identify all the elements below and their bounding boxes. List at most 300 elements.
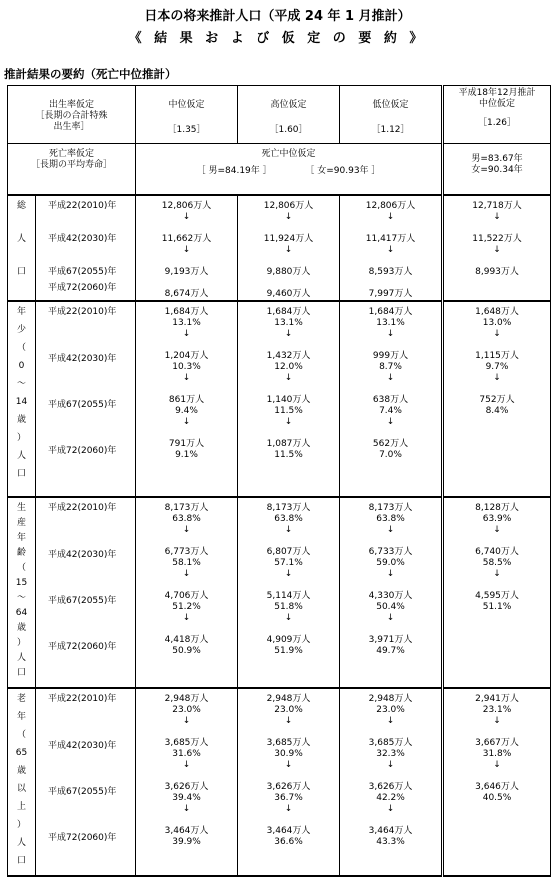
down-arrow-icon: ↓	[493, 760, 501, 770]
category-char: 少	[16, 325, 26, 335]
cell-percent: 13.1%	[376, 318, 405, 328]
cell-value: 8,173万人	[266, 503, 311, 513]
cell-value: 1,684万人	[368, 307, 413, 317]
spacer	[444, 580, 550, 591]
cell-value: 999万人	[372, 351, 409, 361]
category-char: 口	[16, 267, 26, 277]
cell-value: 2,948万人	[266, 694, 311, 704]
header-high-value: ［1.60］	[269, 125, 308, 135]
spacer	[340, 536, 441, 547]
down-arrow-icon: ↓	[386, 804, 395, 814]
year-label: 平成67(2055)年	[48, 267, 117, 277]
spacer	[444, 223, 550, 234]
cell-percent: 10.3%	[172, 362, 201, 372]
category-char: 総	[16, 201, 26, 211]
cell-value: 11,522万人	[472, 234, 522, 244]
cell-value: 5,114万人	[266, 591, 311, 601]
category-char: 年	[16, 307, 26, 317]
down-arrow-icon: ↓	[182, 613, 191, 623]
header-low	[340, 86, 443, 144]
down-arrow-icon: ↓	[284, 716, 293, 726]
mortality-h18-male: 男=83.67年	[471, 154, 523, 164]
cell-percent: 13.1%	[274, 318, 303, 328]
cell-percent: 12.0%	[274, 362, 303, 372]
category-char: 上	[16, 802, 26, 812]
header-medium-name: 中位仮定	[168, 100, 205, 110]
category-char: 65	[15, 748, 28, 758]
spacer	[444, 340, 550, 351]
value-column	[443, 195, 551, 301]
spacer	[340, 771, 441, 782]
spacer	[340, 384, 441, 395]
cell-value: 12,806万人	[365, 201, 416, 211]
down-arrow-icon: ↓	[182, 373, 191, 383]
page-subtitle: 《 結 果 お よ び 仮 定 の 要 約 》	[128, 31, 427, 46]
cell-percent: 23.1%	[482, 705, 512, 715]
down-arrow-icon: ↓	[284, 569, 293, 579]
year-label: 平成67(2055)年	[48, 400, 117, 410]
fertility-label-sub1: ［長期の合計特殊	[35, 111, 108, 121]
spacer	[444, 417, 550, 428]
header-h18-value: ［1.26］	[477, 118, 517, 128]
category-char: 歳	[16, 623, 26, 633]
down-arrow-icon: ↓	[182, 760, 191, 770]
cell-percent: 50.4%	[376, 602, 405, 612]
value-column	[443, 688, 551, 876]
spacer	[340, 278, 441, 289]
year-label: 平成22(2010)年	[48, 694, 117, 704]
cell-value: 12,806万人	[263, 201, 314, 211]
cell-value: 1,684万人	[164, 307, 209, 317]
value-column	[136, 195, 238, 301]
year-label: 平成42(2030)年	[48, 741, 117, 751]
category-char: 口	[16, 668, 26, 678]
mortality-center-label: 死亡中位仮定	[261, 149, 316, 159]
cell-value: 3,685万人	[164, 738, 209, 748]
value-column	[443, 497, 551, 688]
cell-value: 4,706万人	[164, 591, 209, 601]
down-arrow-icon: ↓	[386, 525, 395, 535]
cell-value: 1,115万人	[475, 351, 519, 361]
value-column	[136, 301, 238, 497]
down-arrow-icon: ↓	[386, 613, 395, 623]
cell-value: 3,685万人	[368, 738, 413, 748]
cell-value: 861万人	[168, 395, 205, 405]
down-arrow-icon: ↓	[182, 245, 191, 255]
year-label: 平成22(2010)年	[48, 503, 117, 513]
section-row	[8, 497, 551, 688]
spacer	[444, 536, 550, 547]
cell-percent: 11.5%	[274, 450, 303, 460]
spacer	[238, 256, 339, 267]
cell-percent: 7.4%	[379, 406, 402, 416]
spacer	[136, 223, 237, 234]
section-label: 推計結果の要約（死亡中位推計）	[4, 67, 177, 81]
header-high	[238, 86, 340, 144]
cell-percent: 51.1%	[482, 602, 512, 612]
category-char: 年	[16, 712, 26, 722]
category-char: 歳	[16, 415, 26, 425]
cell-percent: 57.1%	[274, 558, 303, 568]
down-arrow-icon: ↓	[386, 245, 395, 255]
cell-value: 2,948万人	[368, 694, 413, 704]
cell-value: 3,626万人	[266, 782, 311, 792]
fertility-header-row	[8, 86, 551, 144]
fertility-label-cell	[8, 86, 136, 144]
cell-value: 1,684万人	[266, 307, 311, 317]
spacer	[238, 580, 339, 591]
mortality-h18-cell	[443, 144, 551, 196]
cell-value: 11,662万人	[161, 234, 212, 244]
down-arrow-icon: ↓	[284, 373, 293, 383]
spacer	[340, 727, 441, 738]
years-column	[36, 301, 136, 497]
cell-percent: 59.0%	[376, 558, 405, 568]
mortality-female: ［ 女=90.93年 ］	[305, 166, 381, 176]
down-arrow-icon: ↓	[386, 417, 395, 427]
header-medium	[136, 86, 238, 144]
cell-percent: 9.4%	[175, 406, 198, 416]
years-column	[36, 497, 136, 688]
cell-value: 8,993万人	[475, 267, 519, 277]
cell-value: 6,740万人	[475, 547, 519, 557]
cell-percent: 63.8%	[274, 514, 303, 524]
cell-percent: 58.1%	[172, 558, 201, 568]
cell-percent: 51.9%	[274, 646, 303, 656]
cell-value: 1,204万人	[164, 351, 209, 361]
cell-value: 1,087万人	[266, 439, 311, 449]
spacer	[444, 384, 550, 395]
cell-percent: 58.5%	[482, 558, 512, 568]
cell-value: 752万人	[479, 395, 515, 405]
cell-percent: 43.3%	[376, 837, 405, 847]
cell-value: 791万人	[168, 439, 205, 449]
cell-value: 3,464万人	[164, 826, 209, 836]
fertility-label: 出生率仮定	[49, 100, 95, 110]
cell-value: 6,733万人	[368, 547, 413, 557]
category-char: 人	[16, 234, 26, 244]
category-label	[8, 688, 36, 876]
down-arrow-icon: ↓	[386, 716, 395, 726]
cell-value: 7,997万人	[368, 289, 413, 299]
cell-percent: 40.5%	[482, 793, 512, 803]
cell-value: 3,464万人	[266, 826, 311, 836]
value-column	[340, 497, 443, 688]
year-label: 平成42(2030)年	[48, 234, 117, 244]
spacer	[238, 428, 339, 439]
cell-value: 8,674万人	[164, 289, 209, 299]
cell-value: 8,173万人	[368, 503, 413, 513]
category-char: 歳	[16, 766, 26, 776]
down-arrow-icon: ↓	[284, 760, 293, 770]
cell-value: 1,648万人	[475, 307, 519, 317]
year-label: 平成67(2055)年	[48, 596, 117, 606]
header-h18-name: 平成18年12月推計	[458, 88, 536, 98]
page-title: 日本の将来推計人口（平成 24 年 1 月推計）	[144, 9, 411, 24]
value-column	[238, 301, 340, 497]
cell-percent: 51.8%	[274, 602, 303, 612]
cell-percent: 23.0%	[274, 705, 303, 715]
down-arrow-icon: ↓	[386, 569, 395, 579]
category-char: 生	[16, 503, 26, 513]
spacer	[340, 256, 441, 267]
spacer	[136, 771, 237, 782]
down-arrow-icon: ↓	[284, 212, 293, 222]
cell-value: 3,685万人	[266, 738, 311, 748]
spacer	[136, 256, 237, 267]
cell-percent: 13.0%	[482, 318, 512, 328]
spacer	[136, 278, 237, 289]
category-char: 0	[18, 361, 25, 371]
cell-value: 12,718万人	[472, 201, 522, 211]
category-label	[8, 301, 36, 497]
value-column	[136, 688, 238, 876]
cell-value: 2,941万人	[475, 694, 519, 704]
cell-percent: 13.1%	[172, 318, 201, 328]
year-label: 平成72(2060)年	[48, 833, 117, 843]
section-row	[8, 301, 551, 497]
cell-value: 1,140万人	[266, 395, 311, 405]
spacer	[136, 624, 237, 635]
year-label: 平成42(2030)年	[48, 354, 117, 364]
category-char: ）	[16, 638, 26, 648]
down-arrow-icon: ↓	[386, 760, 395, 770]
cell-value: 4,909万人	[266, 635, 311, 645]
category-char: 齢	[16, 548, 26, 558]
spacer	[136, 340, 237, 351]
cell-value: 9,193万人	[164, 267, 209, 277]
category-char: 老	[16, 694, 26, 704]
cell-percent: 49.7%	[376, 646, 405, 656]
cell-value: 8,128万人	[475, 503, 519, 513]
category-label	[8, 195, 36, 301]
down-arrow-icon: ↓	[493, 716, 501, 726]
years-column	[36, 195, 136, 301]
section-row	[8, 195, 551, 301]
down-arrow-icon: ↓	[182, 569, 191, 579]
down-arrow-icon: ↓	[284, 613, 293, 623]
cell-percent: 36.7%	[274, 793, 303, 803]
category-char: 以	[16, 784, 26, 794]
cell-percent: 8.7%	[379, 362, 402, 372]
down-arrow-icon: ↓	[182, 804, 191, 814]
down-arrow-icon: ↓	[386, 373, 395, 383]
down-arrow-icon: ↓	[493, 525, 501, 535]
projection-table	[7, 85, 551, 877]
cell-percent: 39.4%	[172, 793, 201, 803]
header-h18	[443, 86, 551, 144]
spacer	[136, 428, 237, 439]
spacer	[238, 815, 339, 826]
category-char: （	[16, 343, 26, 353]
cell-percent: 23.0%	[376, 705, 405, 715]
value-column	[340, 688, 443, 876]
mortality-label-sub: ［長期の平均寿命］	[31, 160, 113, 170]
spacer	[444, 804, 550, 815]
category-char: 人	[16, 451, 26, 461]
cell-value: 638万人	[372, 395, 409, 405]
cell-value: 3,626万人	[164, 782, 209, 792]
header-h18-name2: 中位仮定	[479, 99, 516, 109]
cell-percent: 36.6%	[274, 837, 303, 847]
category-char: 〜	[16, 379, 26, 389]
cell-percent: 9.1%	[175, 450, 198, 460]
header-low-name: 低位仮定	[372, 100, 409, 110]
mortality-label: 死亡率仮定	[49, 149, 95, 159]
cell-value: 8,173万人	[164, 503, 209, 513]
cell-value: 4,418万人	[164, 635, 209, 645]
cell-percent: 31.8%	[482, 749, 512, 759]
cell-percent: 30.9%	[274, 749, 303, 759]
down-arrow-icon: ↓	[493, 329, 501, 339]
cell-percent: 8.4%	[485, 406, 509, 416]
cell-value: 2,948万人	[164, 694, 209, 704]
down-arrow-icon: ↓	[284, 417, 293, 427]
cell-value: 3,667万人	[475, 738, 519, 748]
spacer	[340, 580, 441, 591]
spacer	[238, 384, 339, 395]
cell-percent: 51.2%	[172, 602, 201, 612]
value-column	[340, 195, 443, 301]
section-row	[8, 688, 551, 876]
category-char: 年	[16, 533, 26, 543]
down-arrow-icon: ↓	[284, 329, 293, 339]
down-arrow-icon: ↓	[386, 212, 395, 222]
year-label: 平成72(2060)年	[48, 446, 117, 456]
spacer	[136, 384, 237, 395]
down-arrow-icon: ↓	[182, 716, 191, 726]
cell-percent: 11.5%	[274, 406, 303, 416]
category-char: （	[16, 563, 26, 573]
year-label: 平成42(2030)年	[48, 550, 117, 560]
spacer	[238, 727, 339, 738]
cell-value: 6,807万人	[266, 547, 311, 557]
spacer	[136, 815, 237, 826]
cell-value: 11,417万人	[365, 234, 416, 244]
spacer	[238, 340, 339, 351]
cell-value: 9,880万人	[266, 267, 311, 277]
mortality-header-row	[8, 144, 551, 196]
category-char: 〜	[16, 593, 26, 603]
header-high-name: 高位仮定	[270, 100, 307, 110]
spacer	[340, 428, 441, 439]
year-label: 平成72(2060)年	[48, 283, 117, 293]
down-arrow-icon: ↓	[284, 804, 293, 814]
down-arrow-icon: ↓	[182, 525, 191, 535]
down-arrow-icon: ↓	[493, 212, 501, 222]
category-char: 産	[16, 518, 26, 528]
cell-percent: 42.2%	[376, 793, 405, 803]
cell-value: 3,971万人	[368, 635, 413, 645]
spacer	[444, 727, 550, 738]
cell-value: 11,924万人	[263, 234, 314, 244]
mortality-label-cell	[8, 144, 136, 196]
year-label: 平成22(2010)年	[48, 307, 117, 317]
spacer	[444, 256, 550, 267]
category-label	[8, 497, 36, 688]
category-char: 人	[16, 653, 26, 663]
cell-percent: 50.9%	[172, 646, 201, 656]
down-arrow-icon: ↓	[493, 373, 501, 383]
category-char: （	[16, 730, 26, 740]
cell-percent: 31.6%	[172, 749, 201, 759]
cell-percent: 39.9%	[172, 837, 201, 847]
category-char: ）	[16, 433, 26, 443]
cell-percent: 32.3%	[376, 749, 405, 759]
category-char: 15	[15, 578, 28, 588]
year-label: 平成22(2010)年	[48, 201, 117, 211]
spacer	[136, 536, 237, 547]
cell-percent: 7.0%	[379, 450, 402, 460]
value-column	[238, 195, 340, 301]
value-column	[238, 497, 340, 688]
category-char: 口	[16, 856, 26, 866]
category-char: 14	[15, 397, 28, 407]
spacer	[444, 771, 550, 782]
value-column	[340, 301, 443, 497]
spacer	[340, 223, 441, 234]
mortality-center-cell	[136, 144, 443, 196]
down-arrow-icon: ↓	[493, 245, 501, 255]
value-column	[136, 497, 238, 688]
spacer	[238, 536, 339, 547]
category-char: 人	[16, 838, 26, 848]
cell-percent: 9.7%	[485, 362, 509, 372]
cell-value: 6,773万人	[164, 547, 209, 557]
years-column	[36, 688, 136, 876]
spacer	[444, 278, 550, 289]
down-arrow-icon: ↓	[284, 245, 293, 255]
cell-percent: 63.8%	[172, 514, 201, 524]
header-low-value: ［1.12］	[371, 125, 410, 135]
value-column	[238, 688, 340, 876]
year-label: 平成72(2060)年	[48, 642, 117, 652]
spacer	[238, 771, 339, 782]
fertility-label-sub2: 出生率］	[53, 122, 90, 132]
cell-value: 9,460万人	[266, 289, 311, 299]
cell-percent: 63.8%	[376, 514, 405, 524]
header-medium-value: ［1.35］	[167, 125, 206, 135]
spacer	[136, 727, 237, 738]
cell-value: 3,464万人	[368, 826, 413, 836]
down-arrow-icon: ↓	[182, 417, 191, 427]
down-arrow-icon: ↓	[182, 329, 191, 339]
cell-value: 4,330万人	[368, 591, 413, 601]
cell-value: 1,432万人	[266, 351, 311, 361]
spacer	[238, 278, 339, 289]
mortality-male: ［ 男=84.19年 ］	[196, 166, 272, 176]
spacer	[340, 624, 441, 635]
cell-value: 8,593万人	[368, 267, 413, 277]
down-arrow-icon: ↓	[493, 569, 501, 579]
spacer	[238, 624, 339, 635]
cell-percent: 23.0%	[172, 705, 201, 715]
spacer	[136, 580, 237, 591]
value-column	[443, 301, 551, 497]
category-char: ）	[16, 820, 26, 830]
mortality-h18-female: 女=90.34年	[471, 165, 523, 175]
cell-value: 3,626万人	[368, 782, 413, 792]
down-arrow-icon: ↓	[284, 525, 293, 535]
spacer	[340, 815, 441, 826]
down-arrow-icon: ↓	[386, 329, 395, 339]
year-label: 平成67(2055)年	[48, 787, 117, 797]
cell-value: 4,595万人	[475, 591, 519, 601]
spacer	[238, 223, 339, 234]
cell-value: 562万人	[372, 439, 409, 449]
category-char: 口	[16, 469, 26, 479]
cell-value: 3,646万人	[475, 782, 519, 792]
